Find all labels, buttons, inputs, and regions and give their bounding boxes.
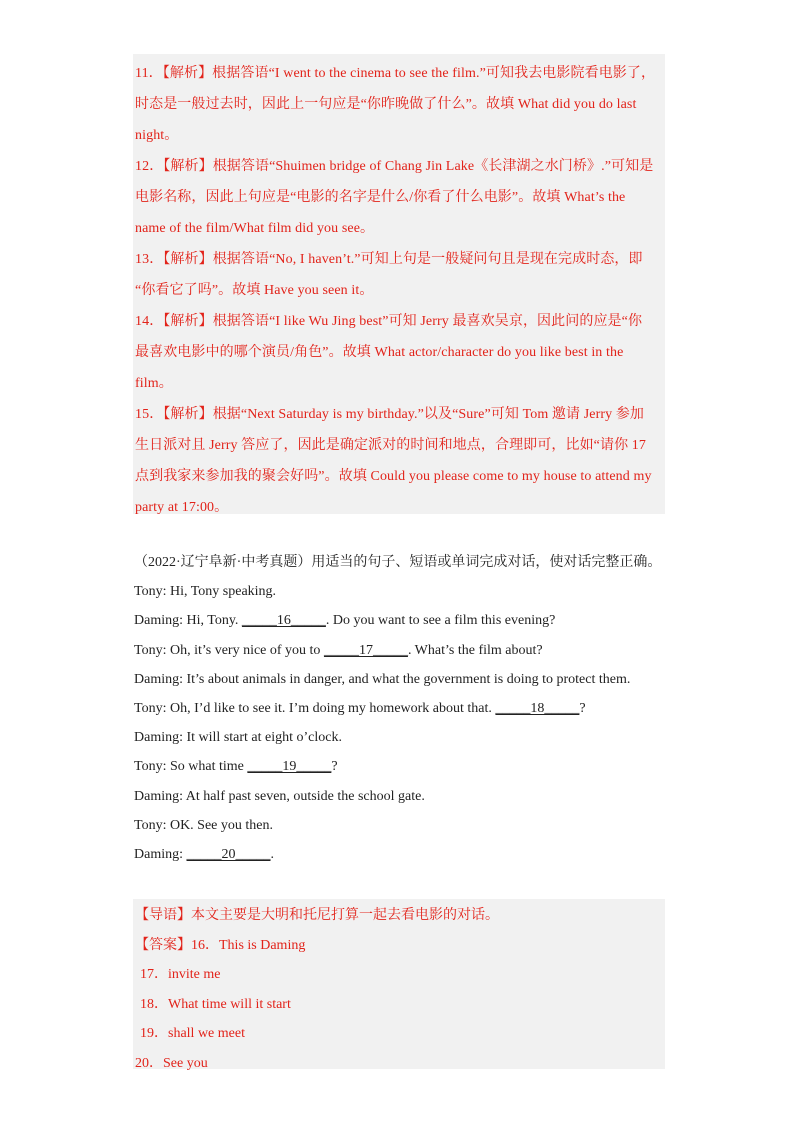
analysis-line: 15．【解析】根据“Next Saturday is my birthday.”以及“Sure”可知 Tom 邀请 Jerry 参加 — [135, 407, 645, 422]
analysis-line: 13．【解析】根据答语“No, I haven’t.”可知上句是一般疑问句且是现在完成时态，即 — [135, 252, 643, 267]
answer-blank-19: _____19_____ — [247, 759, 332, 775]
dialogue-text: . Do you want to see a film this evening? — [325, 613, 556, 629]
analysis-line: night。 — [135, 128, 179, 143]
analysis-item-11 — [133, 58, 665, 151]
dialogue-line — [134, 606, 674, 635]
dialogue-text: Tony: So what time — [134, 759, 248, 775]
question-section — [134, 548, 674, 869]
analysis-line: 生日派对且 Jerry 答应了，因此是确定派对的时间和地点，合理即可，比如“请你 17 — [135, 438, 646, 453]
analysis-line: 最喜欢电影中的哪个演员/角色”。故填 What actor/character do you like best in the — [135, 345, 624, 360]
analysis-line: 11．【解析】根据答语“I went to the cinema to see the film.”可知我去电影院看电影了， — [135, 66, 656, 81]
analysis-line: 电影名称，因此上句应是“电影的名字是什么/你看了什么电影”。故填 What’s the — [135, 190, 626, 205]
analysis-line: party at 17:00。 — [135, 500, 229, 515]
analysis-line: “你看它了吗”。故填 Have you seen it。 — [135, 283, 374, 298]
analysis-item-13 — [133, 244, 665, 306]
analysis-line: 点到我家来参加我的聚会好吗”。故填 Could you please come to my house to attend my — [135, 469, 652, 484]
answer-item: 20．See you — [135, 1055, 208, 1071]
dialogue-text: Daming: Hi, Tony. — [134, 613, 242, 629]
dialogue-line — [134, 665, 674, 694]
answer-box — [133, 899, 665, 1069]
analysis-box — [133, 54, 665, 514]
dialogue-line — [134, 636, 674, 665]
dialogue-text: Tony: Oh, it’s very nice of you to — [134, 642, 324, 658]
dialogue-text: . What’s the film about? — [407, 642, 543, 658]
analysis-line: film。 — [135, 376, 173, 391]
dialogue-text: Daming: At half past seven, outside the school gate. — [134, 788, 425, 804]
answer-blank-16: _____16_____ — [241, 613, 326, 629]
dialogue-line — [134, 694, 674, 723]
dialogue-line — [134, 840, 674, 869]
question-instruction: （2022·辽宁阜新·中考真题）用适当的句子、短语或单词完成对话，使对话完整正确。 — [134, 555, 662, 570]
dialogue-line — [134, 782, 674, 811]
answer-blank-18: _____18_____ — [495, 701, 580, 717]
analysis-line: 12．【解析】根据答语“Shuimen bridge of Chang Jin Lake《长津湖之水门桥》.”可知是 — [135, 159, 654, 174]
dialogue-text: ? — [331, 759, 338, 775]
analysis-item-12 — [133, 151, 665, 244]
dialogue-line — [134, 752, 674, 781]
answer-item: 19．shall we meet — [140, 1026, 245, 1041]
dialogue-line — [134, 723, 674, 752]
dialogue-text: Tony: Oh, I’d like to see it. I’m doing my homework about that. — [134, 701, 496, 717]
analysis-line: 时态是一般过去时，因此上一句应是“你昨晚做了什么”。故填 What did you do last — [135, 97, 637, 112]
analysis-item-15 — [133, 399, 665, 523]
answer-blank-17: _____17_____ — [323, 642, 408, 658]
answer-heading: 【答案】16．This is Daming — [135, 937, 306, 953]
analysis-item-14 — [133, 306, 665, 399]
analysis-line: 14．【解析】根据答语“I like Wu Jing best”可知 Jerry 最喜欢吴京，因此问的应是“你 — [135, 314, 643, 329]
dialogue-text: Tony: OK. See you then. — [134, 817, 274, 833]
answer-blank-20: _____20_____ — [186, 847, 271, 863]
dialogue-text: Daming: It’s about animals in danger, and what the government is doing to protect them. — [134, 671, 631, 687]
analysis-line: name of the film/What film did you see。 — [135, 221, 375, 236]
dialogue-text: ? — [579, 701, 586, 717]
answer-item: 18．What time will it start — [140, 996, 291, 1012]
dialogue-line — [134, 577, 674, 606]
dialogue-text: Daming: It will start at eight o’clock. — [134, 730, 343, 746]
dialogue-line — [134, 811, 674, 840]
guide-text: 【导语】本文主要是大明和托尼打算一起去看电影的对话。 — [135, 908, 499, 923]
dialogue-text: Daming: — [134, 847, 187, 863]
dialogue-text: . — [270, 847, 274, 863]
dialogue-text: Tony: Hi, Tony speaking. — [134, 584, 277, 600]
answer-item: 17．invite me — [140, 967, 221, 982]
